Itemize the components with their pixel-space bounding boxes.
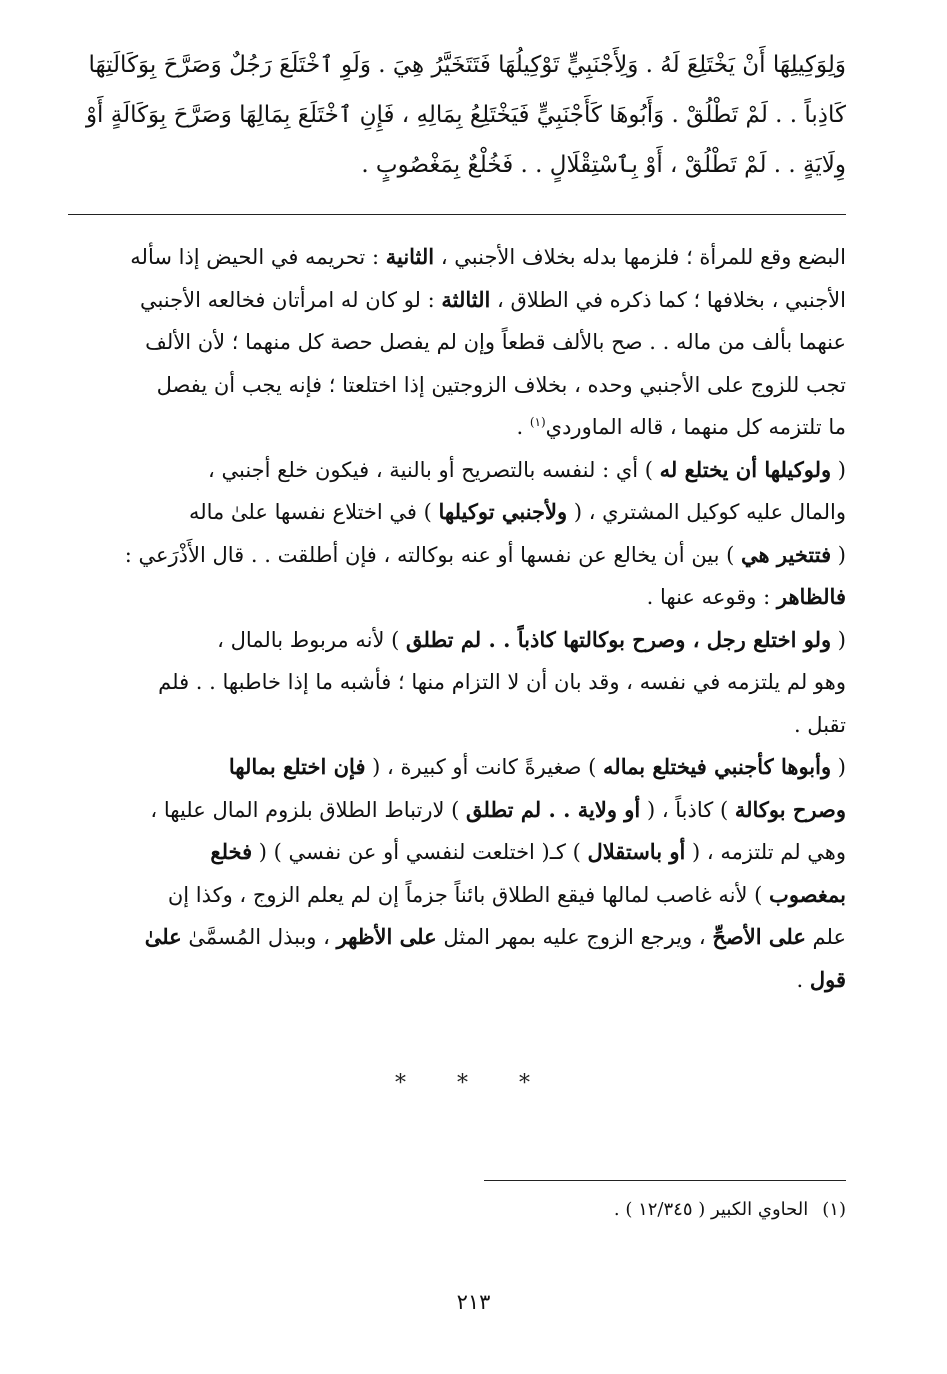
bold-quote-segment: ولأجنبي توكيلها [438, 499, 568, 524]
text-segment: ) لأنه غاصب لمالها فيقع الطلاق بائناً جزماً إن لم يعلم الزوج ، وكذا إن [167, 882, 770, 907]
text-segment: ) لارتباط الطلاق بلزوم المال عليها ، [150, 797, 466, 822]
commentary-line [68, 746, 846, 789]
page-number: ٢١٣ [456, 1290, 491, 1314]
commentary-line: تقبل . [793, 712, 846, 737]
commentary-line [68, 619, 846, 662]
commentary-line-text: ما تلتزمه كل منهما ، قاله الماوردي [545, 415, 846, 439]
bold-quote-segment: على الأصحِّ [712, 924, 806, 949]
bold-quote-segment: أو باستقلال [587, 839, 686, 864]
text-segment: ) بين أن يخالع عن نفسها أو عنه بوكالته ، فإن أطلقت . . قال الأَذْرَعي : [124, 542, 742, 567]
bold-quote-segment: ولو اختلع رجل ، وصرح بوكالتها كاذباً . . لم تطلق [405, 626, 832, 652]
text-segment: ) في اختلاع نفسها علىٰ ماله [188, 500, 439, 524]
footnote [300, 1196, 846, 1224]
bold-quote-segment: فالظاهر [776, 584, 846, 609]
bold-quote-segment: وأبوها كأجنبي فيختلع بماله [603, 754, 832, 779]
bold-quote-segment: وصرح بوكالة [734, 796, 846, 822]
bold-quote-segment: علىٰ [144, 924, 182, 949]
commentary-text [68, 236, 846, 1001]
text-segment: : وقوعه عنها . [646, 585, 777, 609]
footnote-separator-rule [484, 1180, 846, 1181]
text-segment: علم [805, 925, 846, 949]
commentary-line [68, 789, 846, 832]
matn-line-1: وَلِوَكِيلِهَا أَنْ يَخْتَلِعَ لَهُ . وَلِأَجْنَبِيٍّ تَوْكِيلُهَا فَتَتَخَيَّرُ هِيَ . وَلَوِ ٱخْتَلَعَ رَجُلٌ وَصَرَّحَ بِوَكَالَتِهَا [88, 52, 846, 78]
commentary-line: وهو لم يلتزمه في نفسه ، وقد بان أن لا التزام منها ؛ فأشبه ما إذا خاطبها . . فلم [158, 670, 846, 694]
commentary-line-end: . [516, 415, 530, 439]
text-segment: : لو كان له امرأتان فخالعه الأجنبي [139, 287, 442, 312]
text-segment: ( [831, 755, 846, 779]
text-segment: ) كاذباً ، ( [640, 797, 735, 822]
bold-quote-segment: على الأظهر [336, 924, 437, 949]
bold-quote-segment: قول [809, 966, 846, 992]
text-segment: ) صغيرةً كانت أو كبيرة ، ( [365, 755, 604, 779]
commentary-line [68, 874, 846, 917]
commentary-line [68, 916, 846, 959]
commentary-line [68, 491, 846, 534]
commentary-line: عنهما بألف من ماله . . صح بالألف قطعاً وإن لم يفصل حصة كل منهما ؛ لأن الألف [145, 330, 846, 354]
commentary-line [68, 576, 846, 619]
commentary-line [68, 236, 846, 279]
bold-quote-segment: الثالثة [441, 286, 491, 312]
bold-quote-segment: فتتخير هي [741, 541, 832, 567]
text-segment: ( [831, 627, 846, 652]
text-segment: ، ويرجع الزوج عليه بمهر المثل [436, 925, 713, 949]
text-segment: ) كـ( اختلعت لنفسي أو عن نفسي ) ( [252, 840, 588, 864]
text-segment: ( [831, 457, 846, 482]
commentary-line [68, 406, 846, 449]
commentary-line [68, 534, 846, 577]
text-segment: وهي لم تلتزمه ، ( [685, 840, 846, 864]
footnote-number: (١) [822, 1199, 846, 1220]
commentary-line: تجب للزوج على الأجنبي وحده ، بخلاف الزوجتين إذا اختلعتا ؛ فإنه يجب أن يفصل [156, 372, 846, 397]
text-segment: ( [831, 542, 846, 567]
matn-text [68, 40, 846, 190]
bold-quote-segment: فإن اختلع بمالها [228, 754, 366, 779]
bold-quote-segment: الثانية [385, 244, 435, 269]
matn-line-3: وِلَايَةٍ . . لَمْ تَطْلُقْ ، أَوْ بِٱسْتِقْلَالٍ . . فَخُلْعٌ بِمَغْصُوبٍ . [361, 152, 846, 178]
text-segment: ) أي : لنفسه بالتصريح أو بالنية ، فيكون خلع أجنبي ، [208, 457, 660, 482]
commentary-paragraph-4 [68, 746, 846, 1001]
bold-quote-segment: أو ولاية . . لم تطلق [465, 796, 641, 822]
text-segment: ، وببذل المُسمَّىٰ [181, 925, 337, 949]
matn-separator-rule [68, 214, 846, 215]
commentary-line [68, 959, 846, 1002]
commentary-paragraph-3 [68, 619, 846, 747]
commentary-line [68, 279, 846, 322]
bold-quote-segment: بمغصوب [769, 881, 846, 907]
text-segment: والمال عليه كوكيل المشتري ، ( [567, 500, 846, 524]
commentary-line [68, 449, 846, 492]
footnote-text: الحاوي الكبير ( ١٢/٣٤٥ ) . [613, 1199, 809, 1220]
text-segment: . [796, 967, 810, 992]
commentary-paragraph-1 [68, 236, 846, 449]
text-segment: البضع وقع للمرأة ؛ فلزمها بدله بخلاف الأجنبي ، [434, 245, 846, 269]
matn-line-2: كَاذِباً . . لَمْ تَطْلُقْ . وَأَبُوهَا كَأَجْنَبِيٍّ فَيَخْتَلِعُ بِمَالِهِ ، فَإِنِ ٱخْتَلَعَ بِمَالِهَا وَصَرَّحَ بِوَكَالَةٍ أَوْ [85, 102, 846, 128]
text-segment: : تحريمه في الحيض إذا سأله [130, 245, 386, 269]
bold-quote-segment: فخلع [210, 839, 253, 864]
bold-quote-segment: ولوكيلها أن يختلع له [659, 456, 832, 482]
text-segment: ) لأنه مربوط بالمال ، [217, 627, 406, 652]
text-segment: الأجنبي ، بخلافها ؛ كما ذكره في الطلاق ، [490, 287, 846, 312]
commentary-line [68, 831, 846, 874]
footnote-reference: (١) [529, 415, 546, 429]
section-end-ornament: * * * [395, 1071, 552, 1096]
commentary-paragraph-2 [68, 449, 846, 619]
